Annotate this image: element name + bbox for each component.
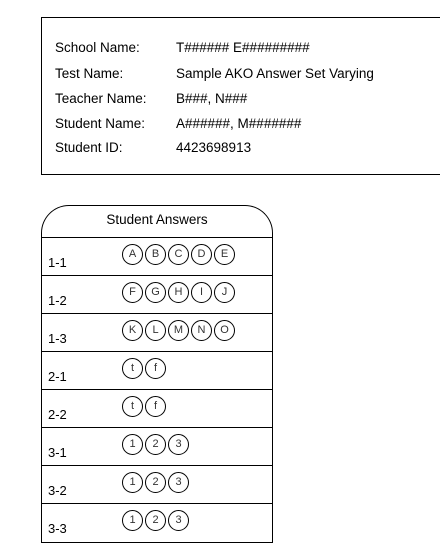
answer-bubble[interactable]: L (145, 320, 166, 341)
student-id-value: 4423698913 (176, 140, 252, 155)
answer-bubble[interactable]: K (122, 320, 143, 341)
answers-header: Student Answers (41, 205, 273, 237)
student-answers-grid (41, 205, 273, 547)
answer-bubble[interactable]: F (122, 282, 143, 303)
answer-row-label: 3-3 (48, 521, 67, 536)
student-value: A######, M####### (176, 116, 302, 131)
answer-bubble[interactable]: 2 (145, 510, 166, 531)
answer-row (41, 503, 273, 543)
answer-bubble[interactable]: G (145, 282, 166, 303)
answer-row-label: 1-2 (48, 293, 67, 308)
answer-row-label: 1-1 (48, 255, 67, 270)
answer-bubbles (122, 282, 235, 303)
answer-bubble[interactable]: C (168, 244, 189, 265)
school-row (55, 40, 310, 62)
student-id-label: Student ID: (55, 140, 123, 155)
answer-row (41, 237, 273, 275)
answer-bubble[interactable]: N (191, 320, 212, 341)
answer-bubble[interactable]: D (191, 244, 212, 265)
answer-bubble[interactable]: t (122, 358, 143, 379)
answer-bubbles (122, 358, 166, 379)
answer-bubble[interactable]: f (145, 358, 166, 379)
student-row (55, 116, 301, 138)
answer-bubble[interactable]: 2 (145, 472, 166, 493)
teacher-row (55, 91, 247, 113)
student-label: Student Name: (55, 116, 146, 131)
test-row (55, 66, 374, 88)
answer-row (41, 427, 273, 465)
answer-bubble[interactable]: M (168, 320, 189, 341)
answer-row (41, 351, 273, 389)
answer-bubbles (122, 472, 189, 493)
answer-row (41, 313, 273, 351)
answer-bubble[interactable]: 1 (122, 472, 143, 493)
teacher-value: B###, N### (176, 91, 248, 106)
answer-bubble[interactable]: f (145, 396, 166, 417)
answer-row (41, 389, 273, 427)
school-label: School Name: (55, 40, 140, 55)
answer-row-label: 1-3 (48, 331, 67, 346)
answer-bubble[interactable]: 3 (168, 510, 189, 531)
answer-bubble[interactable]: 1 (122, 434, 143, 455)
answer-bubble[interactable]: 3 (168, 472, 189, 493)
answer-bubble[interactable]: B (145, 244, 166, 265)
teacher-label: Teacher Name: (55, 91, 147, 106)
answer-bubbles (122, 510, 189, 531)
answer-bubble[interactable]: 2 (145, 434, 166, 455)
answer-bubble[interactable]: 3 (168, 434, 189, 455)
answer-bubble[interactable]: I (191, 282, 212, 303)
answer-row (41, 465, 273, 503)
answer-bubbles (122, 320, 235, 341)
school-value: T###### E######### (176, 40, 310, 55)
answer-bubbles (122, 396, 166, 417)
student-info-box (41, 17, 440, 175)
answer-bubble[interactable]: O (214, 320, 235, 341)
answer-row-label: 3-1 (48, 445, 67, 460)
answer-bubble[interactable]: H (168, 282, 189, 303)
answer-bubbles (122, 244, 235, 265)
answer-bubble[interactable]: E (214, 244, 235, 265)
answer-bubble[interactable]: t (122, 396, 143, 417)
answer-row-label: 2-2 (48, 407, 67, 422)
answer-bubble[interactable]: 1 (122, 510, 143, 531)
answer-bubbles (122, 434, 189, 455)
test-value: Sample AKO Answer Set Varying (176, 66, 374, 81)
answer-row (41, 275, 273, 313)
test-label: Test Name: (55, 66, 124, 81)
answer-row-label: 2-1 (48, 369, 67, 384)
answer-row-label: 3-2 (48, 483, 67, 498)
answer-bubble[interactable]: J (214, 282, 235, 303)
answer-bubble[interactable]: A (122, 244, 143, 265)
student-id-row (55, 140, 251, 162)
